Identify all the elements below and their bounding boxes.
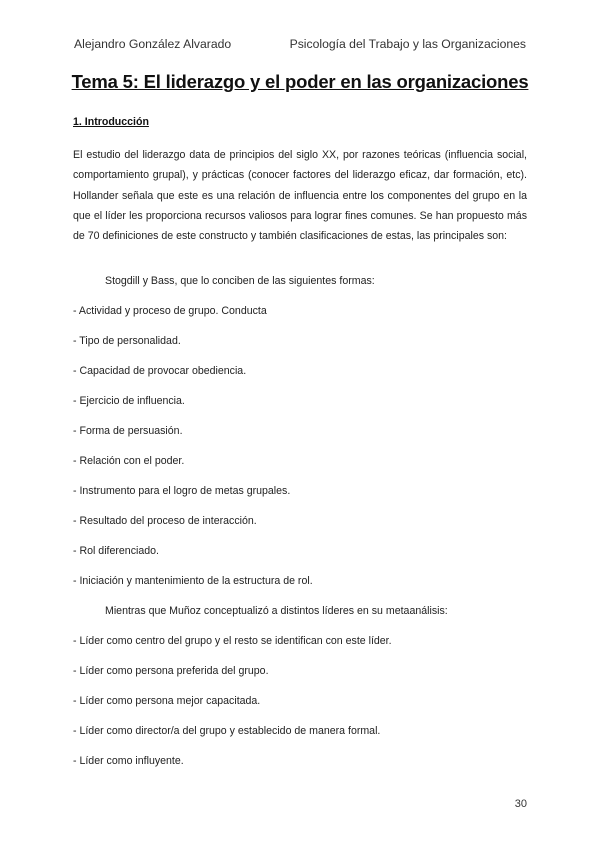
list-item: - Instrumento para el logro de metas grupales. bbox=[73, 485, 291, 497]
list-item: - Capacidad de provocar obediencia. bbox=[73, 365, 247, 377]
section-heading: 1. Introducción bbox=[73, 116, 149, 128]
list-item: - Actividad y proceso de grupo. Conducta bbox=[73, 305, 267, 317]
list-item: - Líder como director/a del grupo y establecido de manera formal. bbox=[73, 725, 381, 737]
list-item: - Relación con el poder. bbox=[73, 455, 185, 467]
stogdill-lead: Stogdill y Bass, que lo conciben de las siguientes formas: bbox=[105, 275, 375, 287]
list-item: - Tipo de personalidad. bbox=[73, 335, 181, 347]
header-author: Alejandro González Alvarado bbox=[74, 37, 232, 51]
list-item: - Líder como persona mejor capacitada. bbox=[73, 695, 261, 707]
list-item: - Forma de persuasión. bbox=[73, 425, 183, 437]
header-course: Psicología del Trabajo y las Organizaciones bbox=[289, 37, 526, 51]
list-item: - Resultado del proceso de interacción. bbox=[73, 515, 257, 527]
page-number: 30 bbox=[514, 798, 527, 810]
list-item: - Ejercicio de influencia. bbox=[73, 395, 185, 407]
list-item: - Iniciación y mantenimiento de la estructura de rol. bbox=[73, 575, 313, 587]
list-item: - Líder como persona preferida del grupo. bbox=[73, 665, 269, 677]
list-item: - Líder como centro del grupo y el resto se identifican con este líder. bbox=[73, 635, 392, 647]
intro-paragraph: El estudio del liderazgo data de principios del siglo XX, por razones teóricas (influencia social, comportamiento grupal), y prácticas (conocer factores del liderazgo eficaz, dar formación, etc). Hollander señala que este es una relación de influencia entre los componentes del grupo en la que el líder les proporciona recursos valiosos para lograr fines comunes. Se han propuesto más de 70 definiciones de este constructo y también clasificaciones de estas, las principales son: bbox=[73, 149, 527, 243]
page-title: Tema 5: El liderazgo y el poder en las organizaciones bbox=[71, 71, 529, 92]
list-item: - Rol diferenciado. bbox=[73, 545, 159, 557]
list-item: - Líder como influyente. bbox=[73, 755, 184, 767]
munoz-lead: Mientras que Muñoz conceptualizó a distintos líderes en su metaanálisis: bbox=[105, 605, 448, 617]
